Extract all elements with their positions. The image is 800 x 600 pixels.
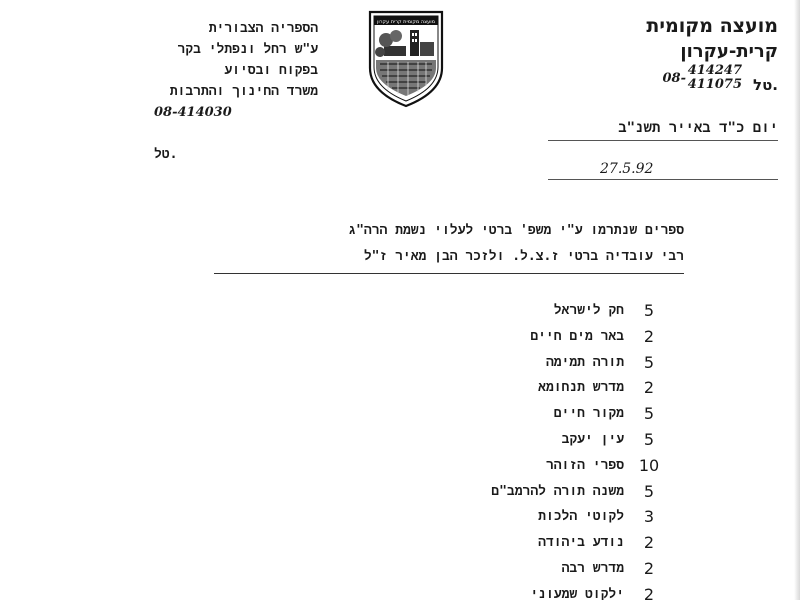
library-line: הספריה הצבורית [208,21,318,36]
book-quantity: 2 [643,558,655,578]
book-title: מדרש תנחומא [538,380,624,396]
book-quantity: 5 [643,481,655,501]
library-line: משרד החינוך והתרבות [169,84,318,99]
library-line: בפקוח ובסיוע [224,63,318,78]
book-title: באר מים חיים [530,328,624,344]
donation-title-line: ספרים שנתרמו ע"י משפ' ברטי לעלוי נשמת הרה"ג [348,223,684,238]
book-quantity: 3 [643,507,655,527]
list-item [400,403,660,429]
list-item [400,558,660,584]
list-item [400,326,660,352]
book-title: תורה תמימה [545,354,624,370]
council-phone-label: טל. [753,76,778,94]
book-title: מדרש רבה [561,560,624,576]
book-quantity: 5 [643,352,655,372]
list-item [400,584,660,600]
council-city: קרית-עקרון [680,41,778,62]
list-item [400,506,660,532]
book-title: עין יעקב [561,431,624,447]
book-title: ילקוט שמעוני [530,586,624,600]
list-item [400,532,660,558]
library-line: ע"ש רחל ונפתלי בקר [177,42,318,57]
book-quantity: 10 [638,455,660,475]
letter-date [548,118,778,180]
donation-title-line: רבי עובדיה ברטי ז.צ.ל. ולזכר הבן מאיר ז"ל [214,244,684,274]
book-title: נודע ביהודה [538,535,624,551]
gregorian-date: 27.5.92 [548,161,778,180]
book-list [400,300,660,600]
donation-title [214,218,684,274]
list-item [400,300,660,326]
list-item [400,429,660,455]
library-phone [118,102,318,165]
list-item [400,481,660,507]
council-phone-prefix: 08- [662,71,686,86]
library-phone-label: טל. [154,147,178,162]
council-emblem-icon [366,6,446,108]
book-quantity: 5 [643,301,655,320]
council-phone [578,64,778,104]
hebrew-date: יום כ"ד באייר תשנ"ב [548,118,778,141]
list-item [400,377,660,403]
book-quantity: 5 [643,429,655,449]
book-quantity: 2 [643,584,655,600]
council-name: מועצה מקומית [646,15,778,37]
book-quantity: 2 [643,378,655,398]
council-letterhead [538,14,778,64]
council-phone-number: 411075 [687,77,742,92]
book-title: ספרי הזוהר [545,457,624,473]
book-title: משנה תורה להרמב"ם [491,483,624,499]
library-letterhead [118,18,318,165]
list-item [400,352,660,378]
page-edge [794,0,800,600]
book-title: מקור חיים [553,406,624,422]
list-item [400,455,660,481]
emblem-banner: מועצה מקומית קרית עקרון [377,19,435,25]
council-phone-number: 414247 [687,63,742,78]
book-title: חק לישראל [553,303,624,318]
book-quantity: 5 [643,404,655,424]
book-quantity: 2 [643,326,655,346]
book-title: לקוטי הלכות [538,509,624,525]
book-quantity: 2 [643,533,655,553]
library-phone-number: 08-414030 [154,105,232,120]
